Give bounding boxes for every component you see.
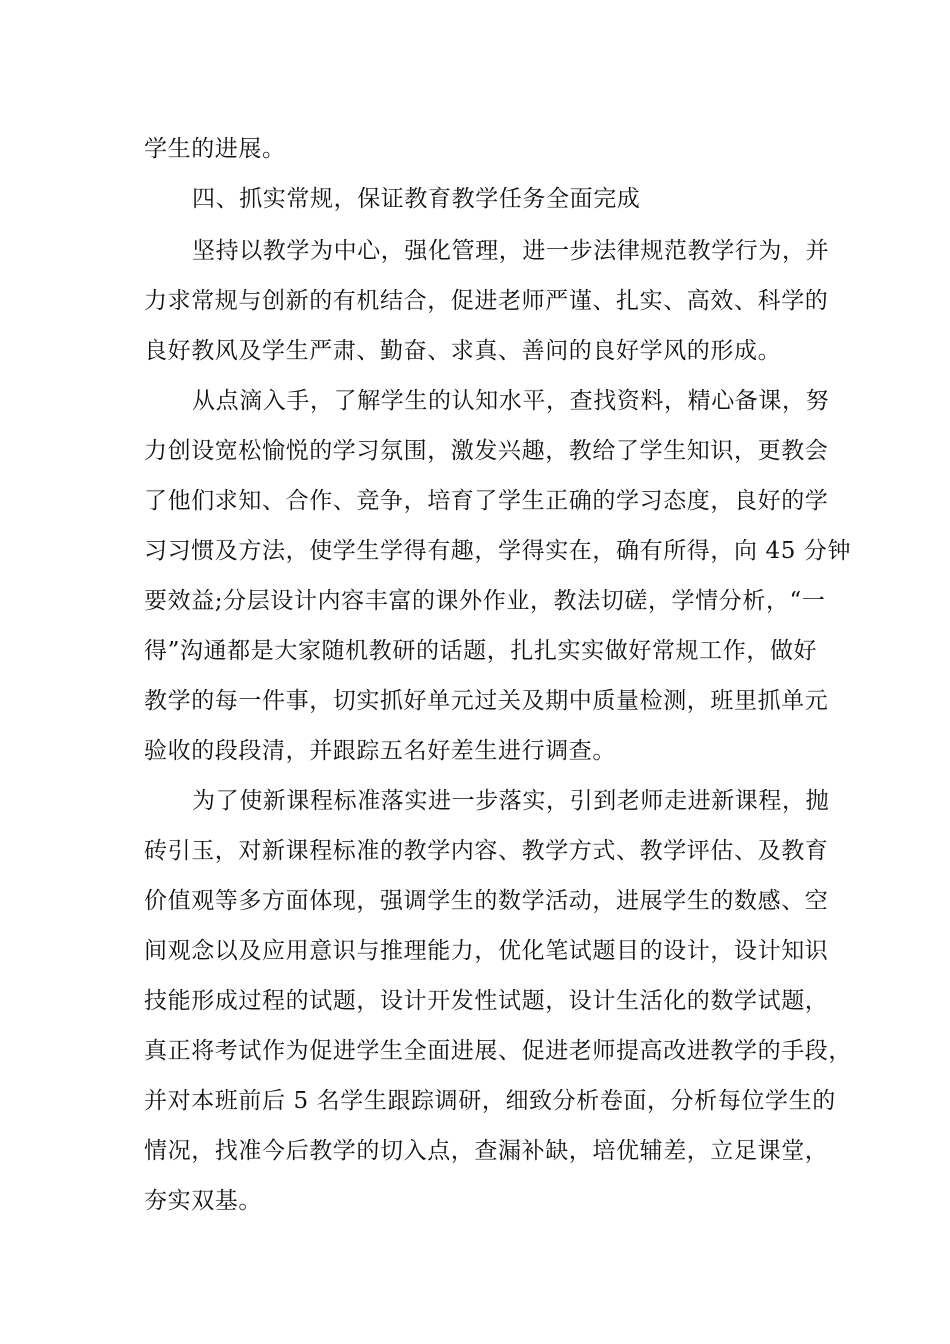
text-line: 学生的进展。	[144, 136, 286, 162]
text-line: 良好教风及学生严肃、勤奋、求真、善问的良好学风的形成。	[144, 338, 782, 364]
text-line: 情况，找准今后教学的切入点，查漏补缺，培优辅差，立足课堂，	[144, 1138, 829, 1164]
text-line: 价值观等多方面体现，强调学生的数学活动，进展学生的数感、空	[144, 888, 829, 914]
text-line: 习习惯及方法，使学生学得有趣，学得实在，确有所得，向 45 分钟	[144, 538, 852, 564]
text-line: 为了使新课程标准落实进一步落实，引到老师走进新课程，抛	[192, 788, 830, 814]
text-line: 夯实双基。	[144, 1188, 262, 1214]
text-line: 砖引玉，对新课程标准的教学内容、教学方式、教学评估、及教育	[144, 838, 829, 864]
text-line: 要效益;分层设计内容丰富的课外作业，教法切磋，学情分析，“一	[144, 588, 826, 614]
section-heading: 四、抓实常规，保证教育教学任务全面完成	[192, 186, 641, 212]
text-line: 真正将考试作为促进学生全面进展、促进老师提高改进教学的手段，	[144, 1038, 852, 1064]
text-line: 力创设宽松愉悦的学习氛围，激发兴趣，教给了学生知识，更教会	[144, 438, 829, 464]
text-line: 了他们求知、合作、竞争，培育了学生正确的学习态度，良好的学	[144, 488, 829, 514]
text-line: 验收的段段清，并跟踪五名好差生进行调查。	[144, 738, 616, 764]
text-line: 从点滴入手，了解学生的认知水平，查找资料，精心备课，努	[192, 388, 830, 414]
text-line: 并对本班前后 5 名学生跟踪调研，细致分析卷面，分析每位学生的	[144, 1088, 836, 1114]
text-line: 得”沟通都是大家随机教研的话题，扎扎实实做好常规工作，做好	[144, 638, 818, 664]
text-line: 技能形成过程的试题，设计开发性试题，设计生活化的数学试题，	[144, 988, 829, 1014]
text-line: 坚持以教学为中心，强化管理，进一步法律规范教学行为，并	[192, 238, 830, 264]
text-line: 教学的每一件事，切实抓好单元过关及期中质量检测，班里抓单元	[144, 688, 829, 714]
text-line: 力求常规与创新的有机结合，促进老师严谨、扎实、高效、科学的	[144, 288, 829, 314]
text-line: 间观念以及应用意识与推理能力，优化笔试题目的设计，设计知识	[144, 938, 829, 964]
